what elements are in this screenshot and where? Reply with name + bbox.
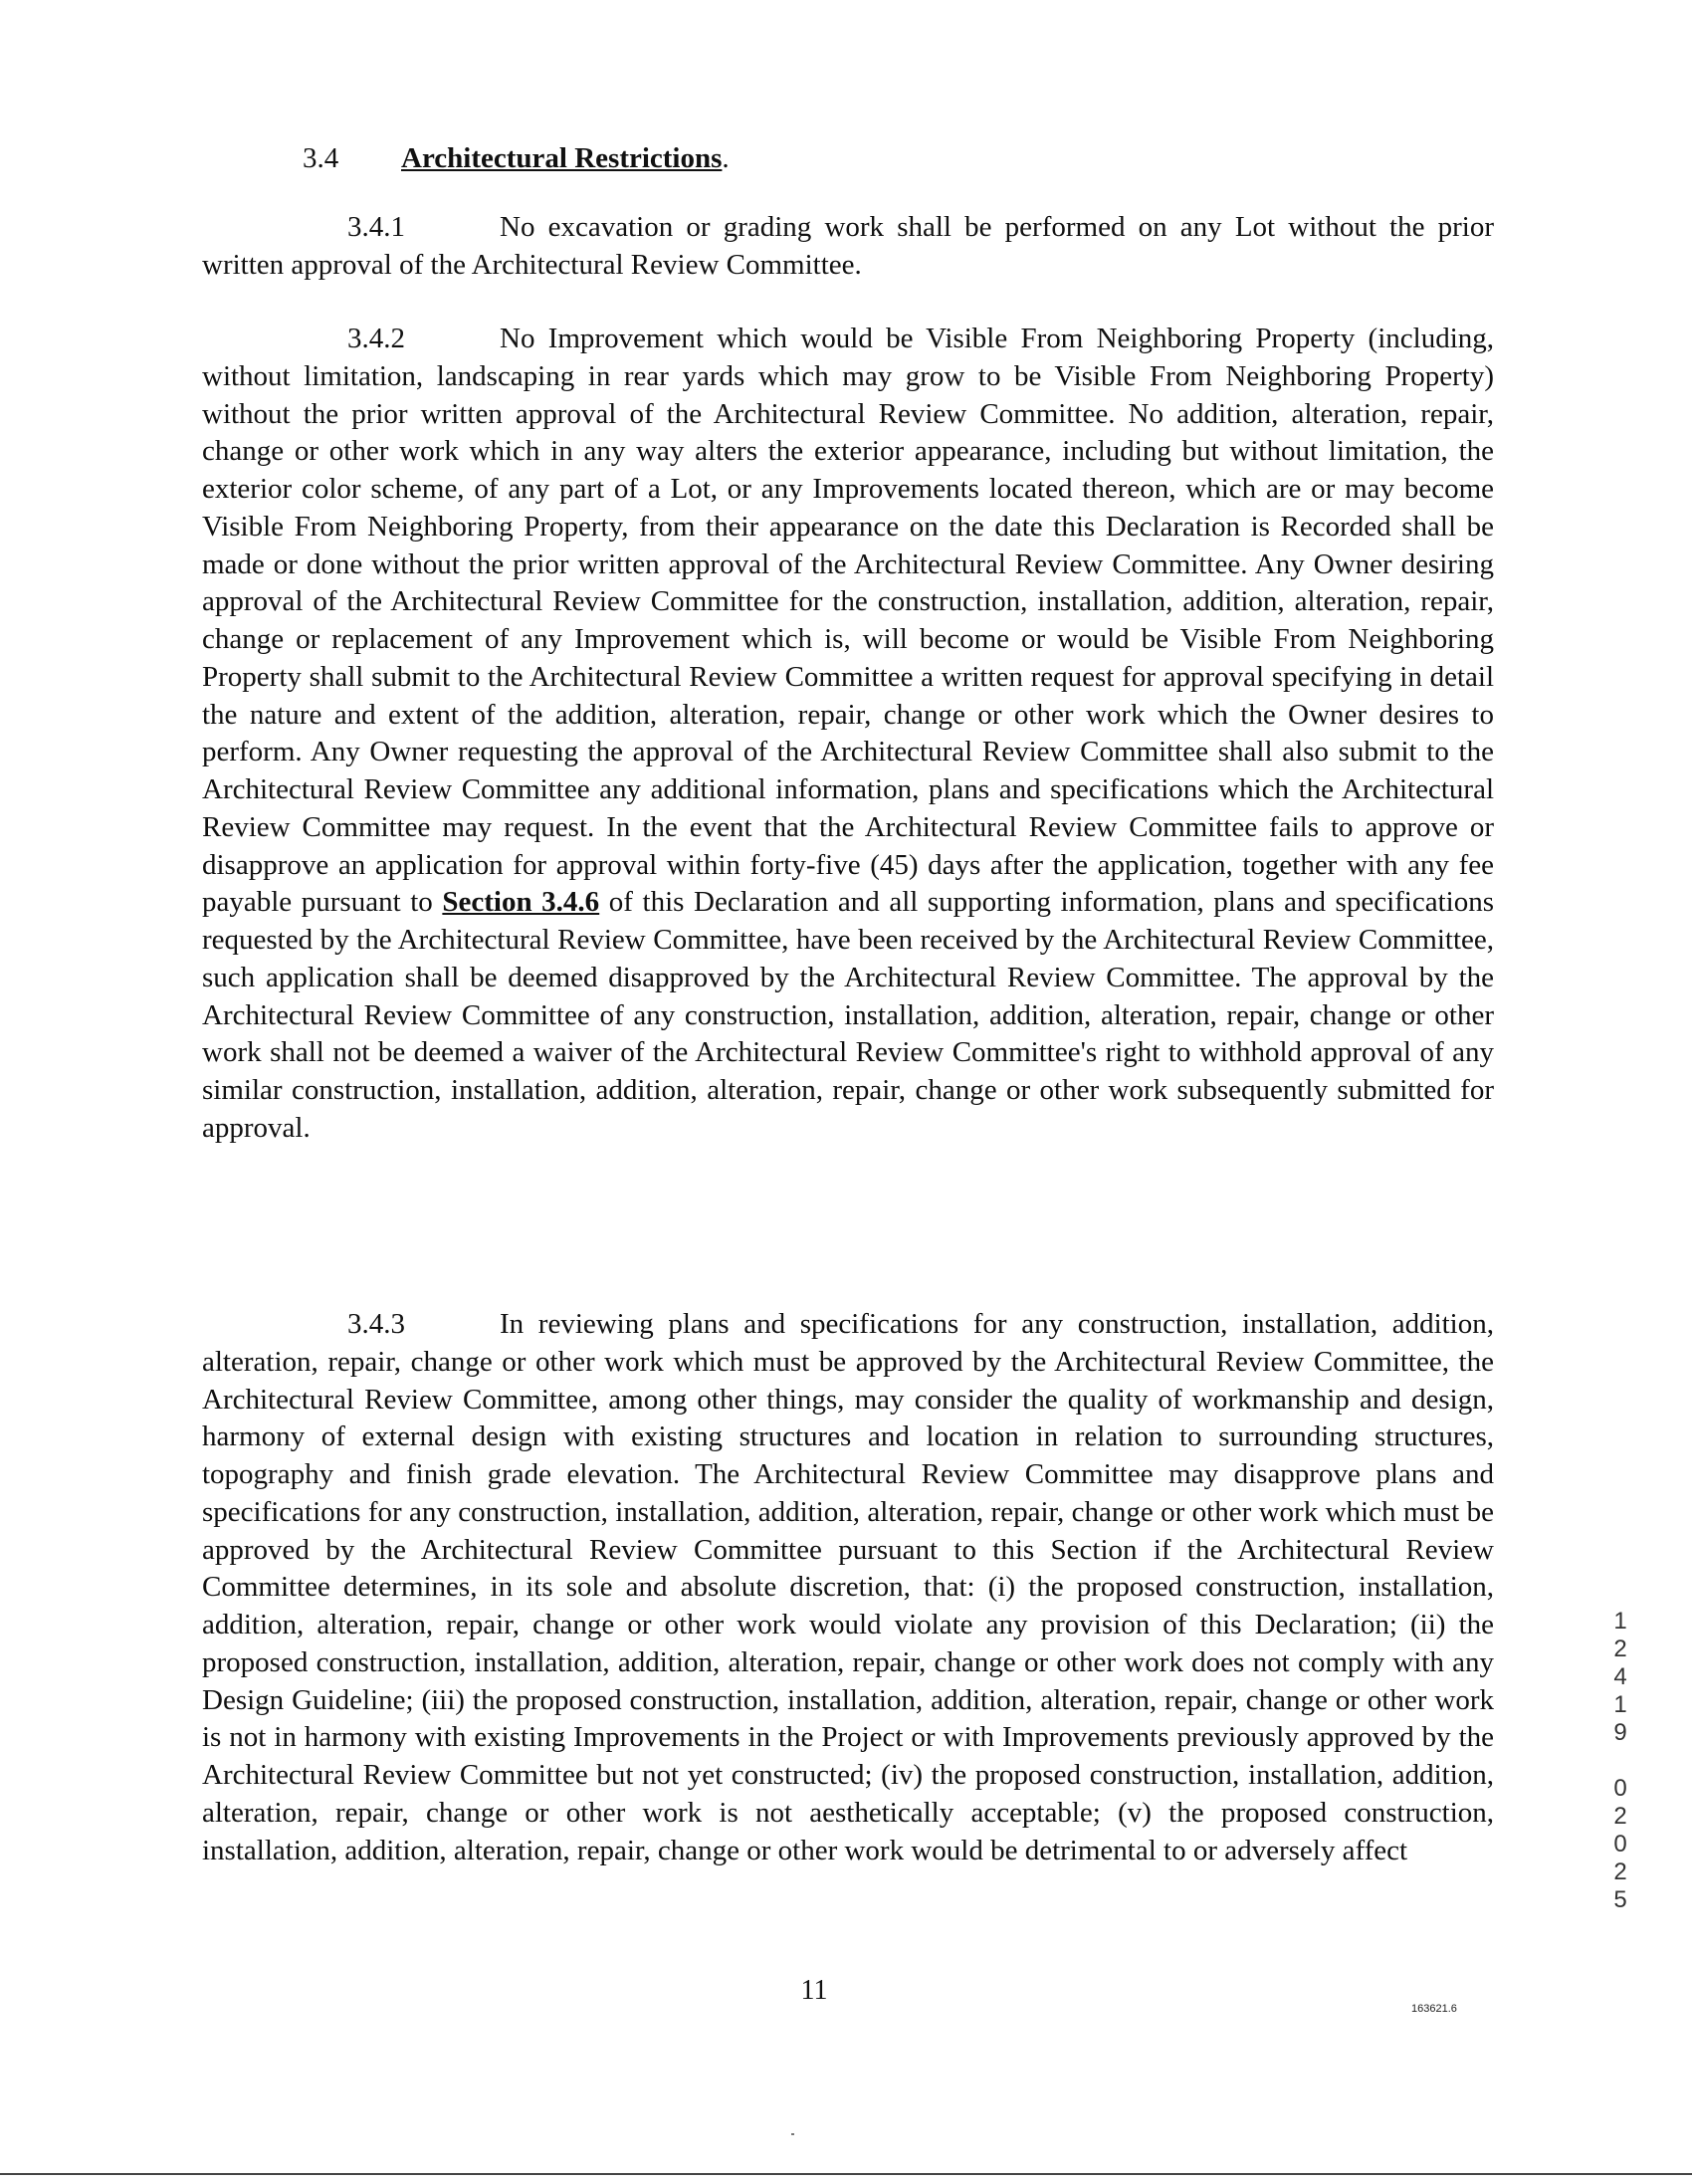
section-title-period: . bbox=[722, 142, 730, 174]
section-title: Architectural Restrictions bbox=[401, 142, 723, 174]
stamp-digit: 0 bbox=[1613, 1775, 1627, 1802]
stamp-digit: 2 bbox=[1613, 1858, 1627, 1885]
scan-speck bbox=[791, 2133, 794, 2135]
page-number: 11 bbox=[800, 1975, 828, 2006]
section-reference-3-4-6: Section 3.4.6 bbox=[442, 886, 600, 919]
stamp-digit: 2 bbox=[1613, 1803, 1627, 1830]
stamp-digit: 1 bbox=[1613, 1691, 1627, 1718]
side-stamp bbox=[1605, 1608, 1635, 1914]
section-heading bbox=[303, 139, 730, 177]
section-number: 3.4 bbox=[303, 142, 339, 174]
paragraph-number: 3.4.3 bbox=[347, 1308, 405, 1340]
paragraph-text: No excavation or grading work shall be performed on any Lot without the prior written approval of the Architectural Review Committee. bbox=[202, 211, 1494, 281]
stamp-digit: 9 bbox=[1613, 1719, 1627, 1746]
stamp-digit: 5 bbox=[1613, 1886, 1627, 1913]
paragraph-3-4-1 bbox=[202, 209, 1494, 285]
paragraph-3-4-2 bbox=[202, 321, 1494, 1148]
stamp-digit: 0 bbox=[1613, 1831, 1627, 1857]
paragraph-3-4-3 bbox=[202, 1306, 1494, 1869]
document-id: 163621.6 bbox=[1411, 2003, 1457, 2015]
stamp-digit: 1 bbox=[1613, 1608, 1627, 1635]
paragraph-text-part-2: of this Declaration and all supporting information, plans and specifications requested by the Architectural Review Committee, have been received by the Architectural Review Committee, such application shall be deemed disapproved by the Architectural Review Committee. The approval by the Architectural Review Committee of any construction, installation, addition, alteration, repair, change or other work shall not be deemed a waiver of the Architectural Review Committee's right to withhold approval of any similar construction, installation, addition, alteration, repair, change or other work subsequently submitted for approval. bbox=[202, 886, 1494, 1144]
paragraph-text: In reviewing plans and specifications for any construction, installation, addition, alteration, repair, change or other work which must be approved by the Architectural Review Committee, the Architectural Review Committee, among other things, may consider the quality of workmanship and design, harmony of external design with existing structures and location in relation to surrounding structures, topography and finish grade elevation. The Architectural Review Committee may disapprove plans and specifications for any construction, installation, addition, alteration, repair, change or other work which must be approved by the Architectural Review Committee pursuant to this Section if the Architectural Review Committee determines, in its sole and absolute discretion, that: (i) the proposed construction, installation, addition, alteration, repair, change or other work would violate any provision of this Declaration; (ii) the proposed construction, installation, addition, alteration, repair, change or other work does not comply with any Design Guideline; (iii) the proposed construction, installation, addition, alteration, repair, change or other work is not in harmony with existing Improvements in the Project or with Improvements previously approved by the Architectural Review Committee but not yet constructed; (iv) the proposed construction, installation, addition, alteration, repair, change or other work is not aesthetically acceptable; (v) the proposed construction, installation, addition, alteration, repair, change or other work would be detrimental to or adversely affect bbox=[202, 1308, 1494, 1866]
bottom-edge-line bbox=[0, 2173, 1692, 2175]
paragraph-number: 3.4.2 bbox=[347, 323, 405, 354]
stamp-digit: 2 bbox=[1613, 1636, 1627, 1662]
stamp-digit: 4 bbox=[1613, 1663, 1627, 1690]
paragraph-number: 3.4.1 bbox=[347, 211, 405, 243]
paragraph-text-part-1: No Improvement which would be Visible From Neighboring Property (including, without limitation, landscaping in rear yards which may grow to be Visible From Neighboring Property) without the prior written approval of the Architectural Review Committee. No addition, alteration, repair, change or other work which in any way alters the exterior appearance, including but without limitation, the exterior color scheme, of any part of a Lot, or any Improvements located thereon, which are or may become Visible From Neighboring Property, from their appearance on the date this Declaration is Recorded shall be made or done without the prior written approval of the Architectural Review Committee. Any Owner desiring approval of the Architectural Review Committee for the construction, installation, addition, alteration, repair, change or replacement of any Improvement which is, will become or would be Visible From Neighboring Property shall submit to the Architectural Review Committee a written request for approval specifying in detail the nature and extent of the addition, alteration, repair, change or other work which the Owner desires to perform. Any Owner requesting the approval of the Architectural Review Committee shall also submit to the Architectural Review Committee any additional information, plans and specifications which the Architectural Review Committee may request. In the event that the Architectural Review Committee fails to approve or disapprove an application for approval within forty-five (45) days after the application, together with any fee payable pursuant to bbox=[202, 323, 1494, 919]
stamp-gap bbox=[1605, 1747, 1635, 1775]
